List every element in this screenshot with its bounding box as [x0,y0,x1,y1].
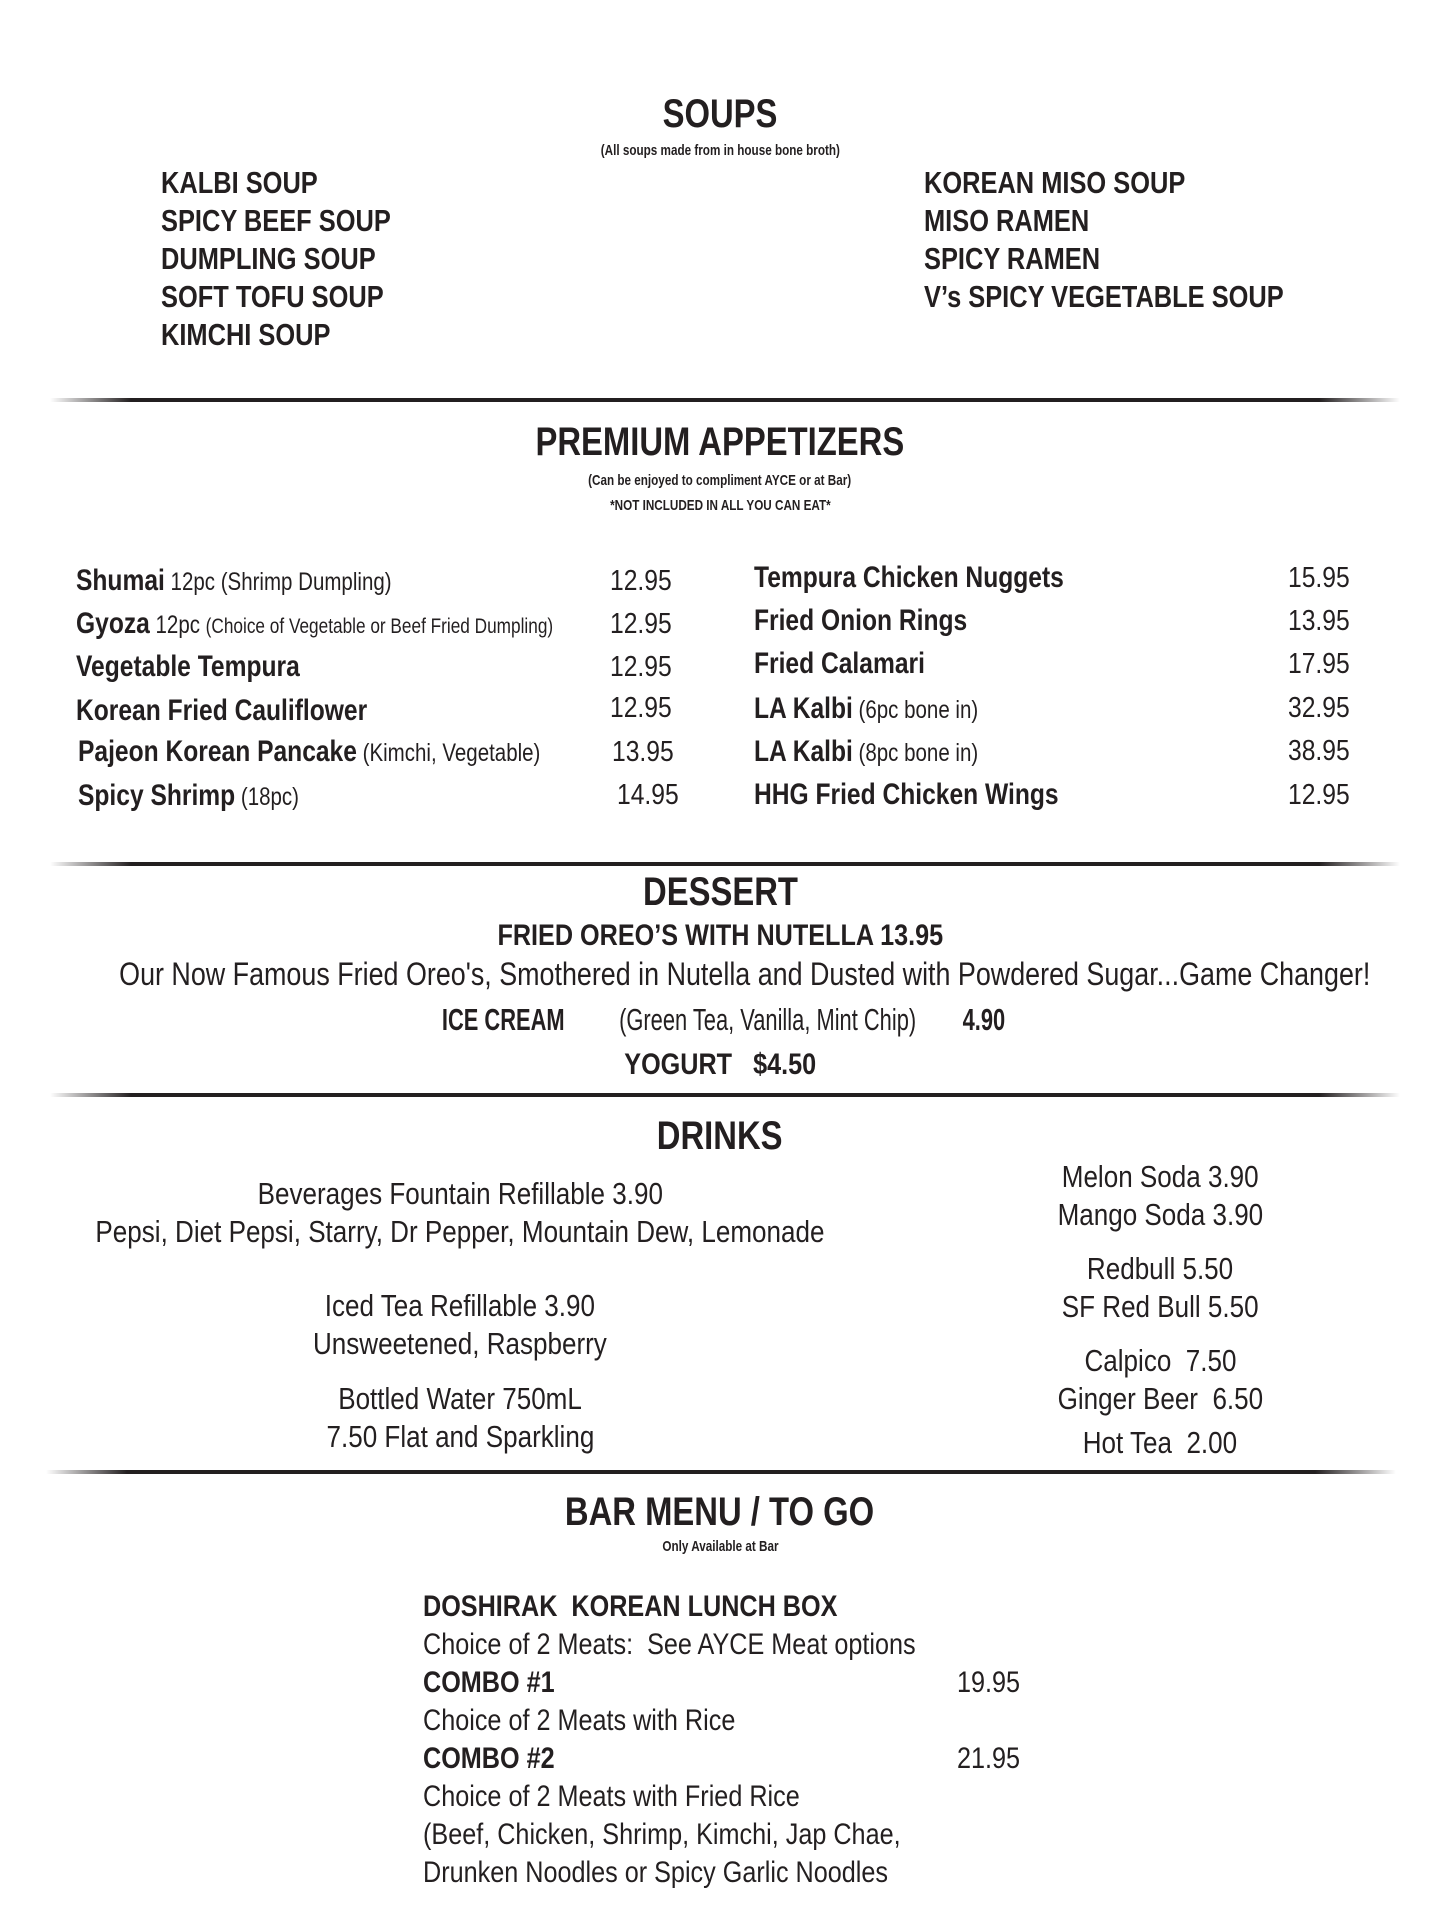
drink-line: Unsweetened, Raspberry [313,1326,607,1361]
appetizer-item [76,607,658,641]
fried-oreo-description: Our Now Famous Fried Oreo's, Smothered in Nutella and Dusted with Powdered Sugar...Game Changer! [119,956,1371,992]
soup-item: SOFT TOFU SOUP [161,279,384,314]
appetizer-item [754,604,1014,638]
dessert-title: DESSERT [642,870,798,914]
appetizer-price: 12.95 [610,692,672,724]
divider [50,1093,1400,1097]
appetizer-name: Fried Onion Rings [754,604,968,637]
combo-1-price: 19.95 [957,1666,1021,1699]
ice-cream-line [0,1002,1440,1038]
appetizer-item [754,692,1027,726]
soup-item: SPICY RAMEN [924,241,1101,276]
drink-line: Bottled Water 750mL [338,1381,582,1416]
drink-line: Pepsi, Diet Pepsi, Starry, Dr Pepper, Mountain Dew, Lemonade [95,1214,825,1249]
soups-title: SOUPS [662,92,778,136]
appetizers-title: PREMIUM APPETIZERS [535,420,905,464]
lunch-box-title: DOSHIRAK KOREAN LUNCH BOX [423,1590,838,1623]
appetizers-subtitle: (Can be enjoyed to compliment AYCE or at Bar) [588,472,852,489]
combo-1-label: COMBO #1 [423,1666,555,1699]
soup-item: KOREAN MISO SOUP [924,165,1186,200]
combo-2-label: COMBO #2 [423,1742,555,1775]
appetizer-detail: (18pc) [235,783,300,811]
appetizer-item [754,561,1132,595]
drink-line: SF Red Bull 5.50 [1061,1289,1259,1324]
appetizer-price: 12.95 [610,608,672,640]
appetizer-item [754,735,1027,769]
appetizer-detail: (6pc bone in) [852,696,979,724]
divider [50,398,1400,402]
appetizer-item [754,647,962,681]
appetizer-price: 38.95 [1288,735,1350,767]
yogurt-line: YOGURT $4.50 [624,1048,816,1081]
bar-menu-subtitle: Only Available at Bar [661,1538,779,1555]
appetizer-price: 12.95 [610,565,672,597]
ice-cream-price: 4.90 [963,1002,1006,1037]
combo-2-options: (Beef, Chicken, Shrimp, Kimchi, Jap Chae, [423,1818,901,1851]
fried-oreo-title: FRIED OREO’S WITH NUTELLA 13.95 [497,919,943,952]
appetizer-name: HHG Fried Chicken Wings [754,778,1059,811]
combo-2-price: 21.95 [957,1742,1021,1775]
ice-cream-flavors: (Green Tea, Vanilla, Mint Chip) [607,1002,929,1037]
appetizer-item [76,650,349,684]
appetizer-price: 15.95 [1288,562,1350,594]
soup-item: KALBI SOUP [161,165,318,200]
drink-line: Iced Tea Refillable 3.90 [324,1288,596,1323]
appetizer-price: 32.95 [1288,692,1350,724]
appetizer-price: 12.95 [1288,779,1350,811]
soup-item: MISO RAMEN [924,203,1090,238]
drink-line: Calpico 7.50 [1083,1343,1236,1378]
appetizers-not-included: *NOT INCLUDED IN ALL YOU CAN EAT* [609,497,831,514]
combo-2-description: Choice of 2 Meats with Fried Rice [423,1780,800,1813]
appetizer-item [76,694,431,728]
drink-line: Redbull 5.50 [1086,1251,1234,1286]
appetizer-price: 14.95 [617,779,679,811]
soup-item: SPICY BEEF SOUP [161,203,391,238]
appetizer-name: LA Kalbi [754,692,853,725]
soups-subtitle: (All soups made from in house bone broth) [600,142,840,159]
appetizer-price: 13.95 [1288,605,1350,637]
appetizer-item [78,735,642,769]
appetizer-name: Korean Fried Cauliflower [76,694,368,727]
ice-cream-label: ICE CREAM [441,1002,565,1037]
divider [50,862,1400,866]
appetizer-name: Shumai [76,564,165,597]
appetizer-name: LA Kalbi [754,735,853,768]
appetizer-name: Fried Calamari [754,647,925,680]
appetizer-name: Spicy Shrimp [78,779,236,812]
soup-item: V’s SPICY VEGETABLE SOUP [924,279,1284,314]
lunch-box-description: Choice of 2 Meats: See AYCE Meat options [423,1628,916,1661]
soup-item: DUMPLING SOUP [161,241,376,276]
appetizer-detail: (Kimchi, Vegetable) [356,739,541,767]
appetizer-name: Vegetable Tempura [76,650,300,683]
appetizer-item [754,778,1125,812]
drink-line: 7.50 Flat and Sparkling [326,1419,594,1454]
drink-line: Ginger Beer 6.50 [1057,1381,1263,1416]
appetizer-detail: (8pc bone in) [852,739,979,767]
appetizer-detail: 12pc [149,611,206,639]
appetizer-name: Tempura Chicken Nuggets [754,561,1064,594]
appetizer-item [78,779,348,813]
appetizer-name: Gyoza [76,607,150,640]
drinks-title: DRINKS [657,1114,783,1158]
appetizer-price: 12.95 [610,651,672,683]
appetizer-detail: (Choice of Vegetable or Beef Fried Dumpling) [205,615,554,638]
appetizer-item [76,564,461,598]
soup-item: KIMCHI SOUP [161,317,331,352]
drink-line: Hot Tea 2.00 [1082,1425,1238,1460]
appetizer-price: 13.95 [612,736,674,768]
combo-1-description: Choice of 2 Meats with Rice [423,1704,736,1737]
combo-2-options: Drunken Noodles or Spicy Garlic Noodles [423,1856,889,1889]
bar-menu-title: BAR MENU / TO GO [565,1490,875,1534]
drink-line: Mango Soda 3.90 [1057,1197,1263,1232]
divider [46,1470,1396,1474]
appetizer-detail: 12pc (Shrimp Dumpling) [164,568,392,596]
drink-line: Melon Soda 3.90 [1061,1159,1259,1194]
appetizer-price: 17.95 [1288,648,1350,680]
drink-line: Beverages Fountain Refillable 3.90 [257,1176,663,1211]
appetizer-name: Pajeon Korean Pancake [78,735,357,768]
